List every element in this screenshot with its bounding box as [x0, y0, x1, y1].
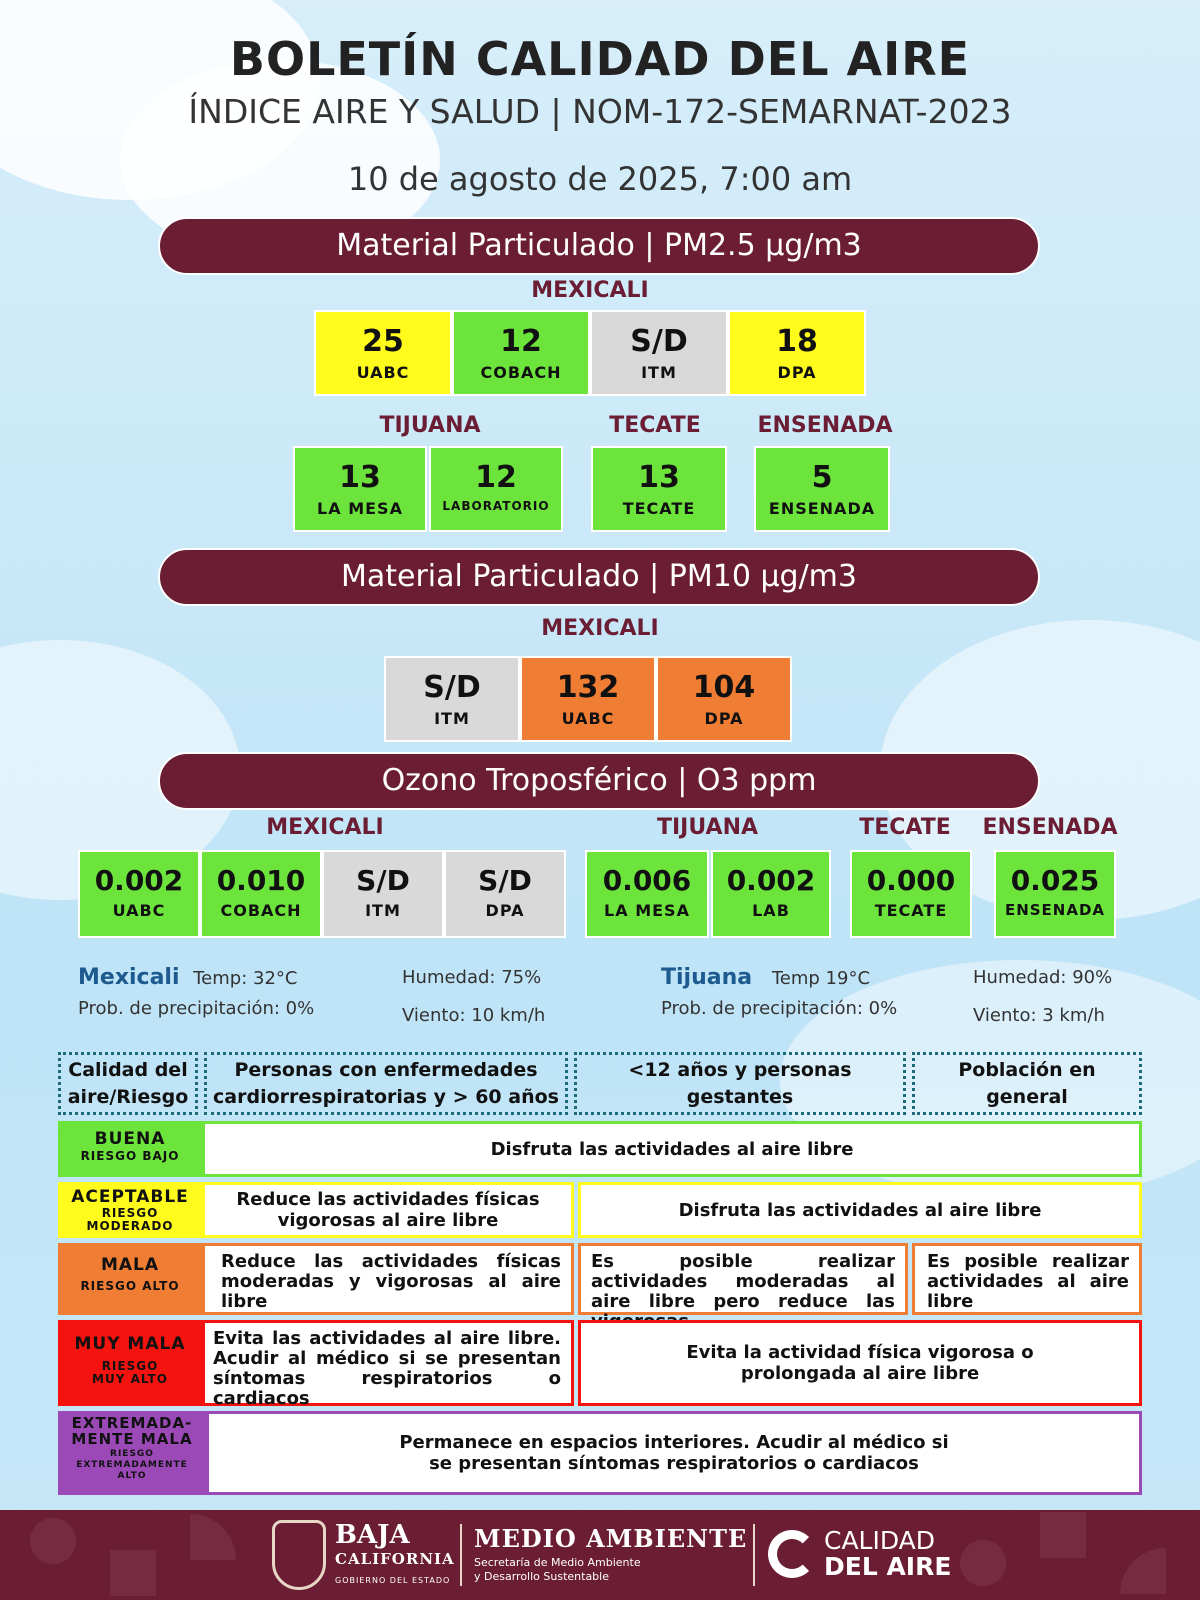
level-muy-mala	[58, 1320, 202, 1406]
station-cell	[711, 850, 831, 938]
weather-mexicali-temp: Temp: 32°C	[193, 968, 298, 989]
station-cell	[590, 310, 728, 396]
medio-ambiente-title: MEDIO AMBIENTE	[474, 1524, 748, 1553]
station-cell	[656, 656, 792, 742]
station-value: 0.002	[726, 864, 816, 897]
baja-california-shield-icon	[272, 1520, 326, 1590]
recommendation-muy-mala-cardio: Evita las actividades al aire libre. Acudir al médico si se presentan síntomas respiratorios o cardiacos	[202, 1320, 574, 1406]
pm10-city-mexicali: MEXICALI	[541, 616, 659, 641]
station-name: LA MESA	[604, 901, 690, 920]
station-value: 18	[776, 324, 818, 359]
weather-mexicali-city: Mexicali	[78, 965, 180, 990]
station-name: LAB	[752, 901, 790, 920]
o3-city-tecate: TECATE	[859, 815, 951, 840]
station-name: LA MESA	[317, 499, 403, 518]
recommendation-mala-cardio: Reduce las actividades físicas moderadas y vigorosas al aire libre	[202, 1243, 574, 1315]
recommendation-buena-all: Disfruta las actividades al aire libre	[202, 1121, 1142, 1177]
level-muy-mala-risk: RIESGO MUY ALTO	[92, 1359, 168, 1386]
calidad-aire-logo-icon	[768, 1530, 816, 1578]
table-header-ninos: <12 años y personas gestantes	[574, 1052, 906, 1115]
weather-mexicali-heading	[78, 965, 297, 990]
weather-tijuana-precip: Prob. de precipitación: 0%	[661, 998, 898, 1019]
pattern-decoration	[110, 1550, 156, 1596]
station-cell	[452, 310, 590, 396]
pm25-city-tecate: TECATE	[609, 413, 701, 438]
pm25-city-tijuana: TIJUANA	[379, 413, 481, 438]
level-extremadamente-mala-name: EXTREMADA-MENTE MALA	[71, 1414, 193, 1448]
station-cell	[200, 850, 322, 938]
o3-city-mexicali: MEXICALI	[266, 815, 384, 840]
station-cell	[314, 310, 452, 396]
table-header-cardio: Personas con enfermedades cardiorrespiratorias y > 60 años	[204, 1052, 568, 1115]
station-name: TECATE	[874, 901, 948, 920]
station-name: DPA	[777, 363, 817, 382]
station-name: UABC	[112, 901, 166, 920]
footer-divider	[460, 1524, 462, 1586]
station-name: ITM	[434, 709, 470, 728]
station-value: 0.025	[1010, 864, 1100, 897]
pm25-city-mexicali: MEXICALI	[531, 278, 649, 303]
station-value: 0.000	[866, 864, 956, 897]
station-cell	[754, 446, 890, 532]
station-cell	[850, 850, 972, 938]
weather-tijuana-temp: Temp 19°C	[771, 968, 871, 989]
level-extremadamente-mala	[58, 1411, 206, 1495]
level-aceptable	[58, 1182, 202, 1238]
station-cell	[994, 850, 1116, 938]
baja-california-line3: GOBIERNO DEL ESTADO	[335, 1576, 451, 1585]
pm10-banner: Material Particulado | PM10 µg/m3	[158, 548, 1040, 606]
station-value: 25	[362, 324, 404, 359]
station-value: 13	[339, 460, 381, 495]
recommendation-aceptable-rest: Disfruta las actividades al aire libre	[578, 1182, 1142, 1238]
station-value: 5	[811, 460, 833, 495]
station-value: 104	[692, 670, 756, 705]
weather-tijuana-wind: Viento: 3 km/h	[973, 1005, 1105, 1026]
station-value: 0.002	[94, 864, 184, 897]
level-buena	[58, 1121, 202, 1177]
baja-california-line1: BAJA	[335, 1520, 410, 1550]
station-value: 0.010	[216, 864, 306, 897]
station-value: 13	[638, 460, 680, 495]
weather-tijuana-humidity: Humedad: 90%	[973, 967, 1113, 988]
level-mala-name: MALA	[100, 1255, 160, 1275]
o3-city-ensenada: ENSENADA	[982, 815, 1118, 840]
page-subtitle: ÍNDICE AIRE Y SALUD | NOM-172-SEMARNAT-2023	[188, 92, 1012, 131]
calidad-aire-line2: DEL AIRE	[824, 1552, 952, 1581]
weather-tijuana-city: Tijuana	[661, 965, 753, 990]
station-name: LABORATORIO	[442, 499, 550, 513]
level-aceptable-risk: RIESGO MODERADO	[86, 1206, 174, 1233]
pm25-banner: Material Particulado | PM2.5 µg/m3	[158, 217, 1040, 275]
weather-tijuana-heading	[661, 965, 870, 990]
calidad-aire-line1: CALIDAD	[824, 1526, 936, 1555]
footer-divider	[753, 1524, 755, 1586]
baja-california-line2: CALIFORNIA	[335, 1550, 455, 1568]
station-cell	[384, 656, 520, 742]
station-value: S/D	[630, 324, 688, 359]
station-value: 12	[500, 324, 542, 359]
station-cell	[322, 850, 444, 938]
station-value: 12	[475, 460, 517, 495]
pm25-city-ensenada: ENSENADA	[757, 413, 893, 438]
level-muy-mala-name: MUY MALA	[74, 1334, 186, 1354]
station-cell	[429, 446, 563, 532]
station-cell	[78, 850, 200, 938]
station-name: UABC	[561, 709, 615, 728]
recommendation-mala-general: Es posible realizar actividades al aire libre	[912, 1243, 1142, 1315]
station-cell	[591, 446, 727, 532]
o3-banner: Ozono Troposférico | O3 ppm	[158, 752, 1040, 810]
recommendation-mala-ninos: Es posible realizar actividades moderadas al aire libre pero reduce las	[578, 1243, 908, 1315]
station-name: TECATE	[622, 499, 696, 518]
recommendation-muy-mala-rest: Evita la actividad física vigorosa o prolongada al aire libre	[578, 1320, 1142, 1406]
weather-mexicali-wind: Viento: 10 km/h	[402, 1005, 546, 1026]
station-name: ENSENADA	[768, 499, 876, 518]
medio-ambiente-sub1: Secretaría de Medio Ambiente	[474, 1556, 641, 1569]
station-name: ITM	[365, 901, 401, 920]
page-title: BOLETÍN CALIDAD DEL AIRE	[229, 32, 971, 86]
level-mala-risk: RIESGO ALTO	[80, 1279, 180, 1293]
station-name: ENSENADA	[1004, 901, 1106, 919]
station-cell	[520, 656, 656, 742]
table-header-riesgo: Calidad del aire/Riesgo	[58, 1052, 198, 1115]
o3-city-tijuana: TIJUANA	[656, 815, 759, 840]
station-value: 132	[556, 670, 620, 705]
station-name: COBACH	[220, 901, 302, 920]
station-name: UABC	[356, 363, 410, 382]
station-name: ITM	[641, 363, 677, 382]
pattern-decoration	[960, 1540, 1006, 1586]
table-header-general: Población en general	[912, 1052, 1142, 1115]
station-cell	[728, 310, 866, 396]
station-name: COBACH	[480, 363, 562, 382]
recommendation-aceptable-cardio: Reduce las actividades físicas vigorosas al aire libre	[202, 1182, 574, 1238]
level-buena-risk: RIESGO BAJO	[80, 1149, 180, 1163]
station-value: 0.006	[602, 864, 692, 897]
weather-mexicali-humidity: Humedad: 75%	[402, 967, 542, 988]
pattern-decoration	[1120, 1548, 1166, 1594]
footer-bar	[0, 1510, 1200, 1600]
station-value: S/D	[423, 670, 481, 705]
level-buena-name: BUENA	[94, 1129, 166, 1149]
medio-ambiente-sub2: y Desarrollo Sustentable	[474, 1570, 609, 1583]
station-cell	[293, 446, 427, 532]
station-name: DPA	[485, 901, 525, 920]
pattern-decoration	[30, 1518, 76, 1564]
station-name: DPA	[704, 709, 744, 728]
level-mala	[58, 1243, 202, 1315]
recommendation-extremadamente-mala-all: Permanece en espacios interiores. Acudir al médico si se presentan síntomas respiratorios o cardiacos	[206, 1411, 1142, 1495]
level-aceptable-name: ACEPTABLE	[71, 1187, 189, 1207]
station-cell	[585, 850, 709, 938]
weather-mexicali-precip: Prob. de precipitación: 0%	[78, 998, 315, 1019]
level-extremadamente-mala-risk: RIESGO EXTREMADAMENTE ALTO	[76, 1449, 188, 1481]
station-value: S/D	[478, 864, 532, 897]
pattern-decoration	[1040, 1512, 1086, 1558]
station-value: S/D	[356, 864, 410, 897]
pattern-decoration	[190, 1514, 236, 1560]
report-datetime: 10 de agosto de 2025, 7:00 am	[347, 160, 853, 198]
station-cell	[444, 850, 566, 938]
